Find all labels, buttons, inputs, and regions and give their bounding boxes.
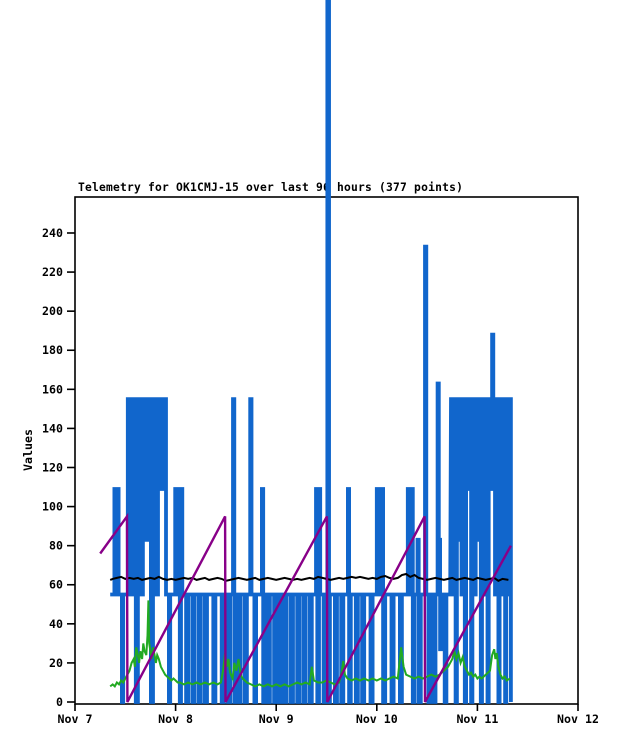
y-tick-label: 240 bbox=[42, 225, 63, 240]
x-tick-label: Nov 11 bbox=[456, 712, 499, 726]
x-tick-label: Nov 7 bbox=[57, 712, 93, 726]
y-tick-label: 80 bbox=[49, 538, 63, 553]
x-tick-label: Nov 12 bbox=[557, 712, 599, 726]
x-tick-label: Nov 9 bbox=[258, 712, 294, 726]
x-tick-label: Nov 10 bbox=[355, 712, 398, 726]
y-tick-label: 220 bbox=[42, 265, 63, 280]
x-tick-label: Nov 8 bbox=[158, 712, 194, 726]
y-tick-label: 140 bbox=[42, 421, 63, 436]
series-layer bbox=[100, 0, 511, 702]
y-tick-label: 60 bbox=[49, 577, 63, 592]
y-tick-label: 120 bbox=[42, 460, 63, 475]
y-tick-label: 20 bbox=[49, 655, 63, 670]
y-tick-label: 180 bbox=[42, 343, 63, 358]
series-line-channel-blue-impulses bbox=[110, 247, 511, 702]
y-tick-label: 160 bbox=[42, 382, 63, 397]
y-tick-label: 40 bbox=[49, 616, 63, 631]
y-axis-title: Values bbox=[21, 429, 35, 471]
chart-title: Telemetry for OK1CMJ-15 over last 96 hours (377 points) bbox=[78, 181, 464, 194]
y-tick-label: 100 bbox=[42, 499, 63, 514]
y-tick-label: 0 bbox=[56, 695, 63, 709]
y-tick-label: 200 bbox=[42, 304, 63, 319]
